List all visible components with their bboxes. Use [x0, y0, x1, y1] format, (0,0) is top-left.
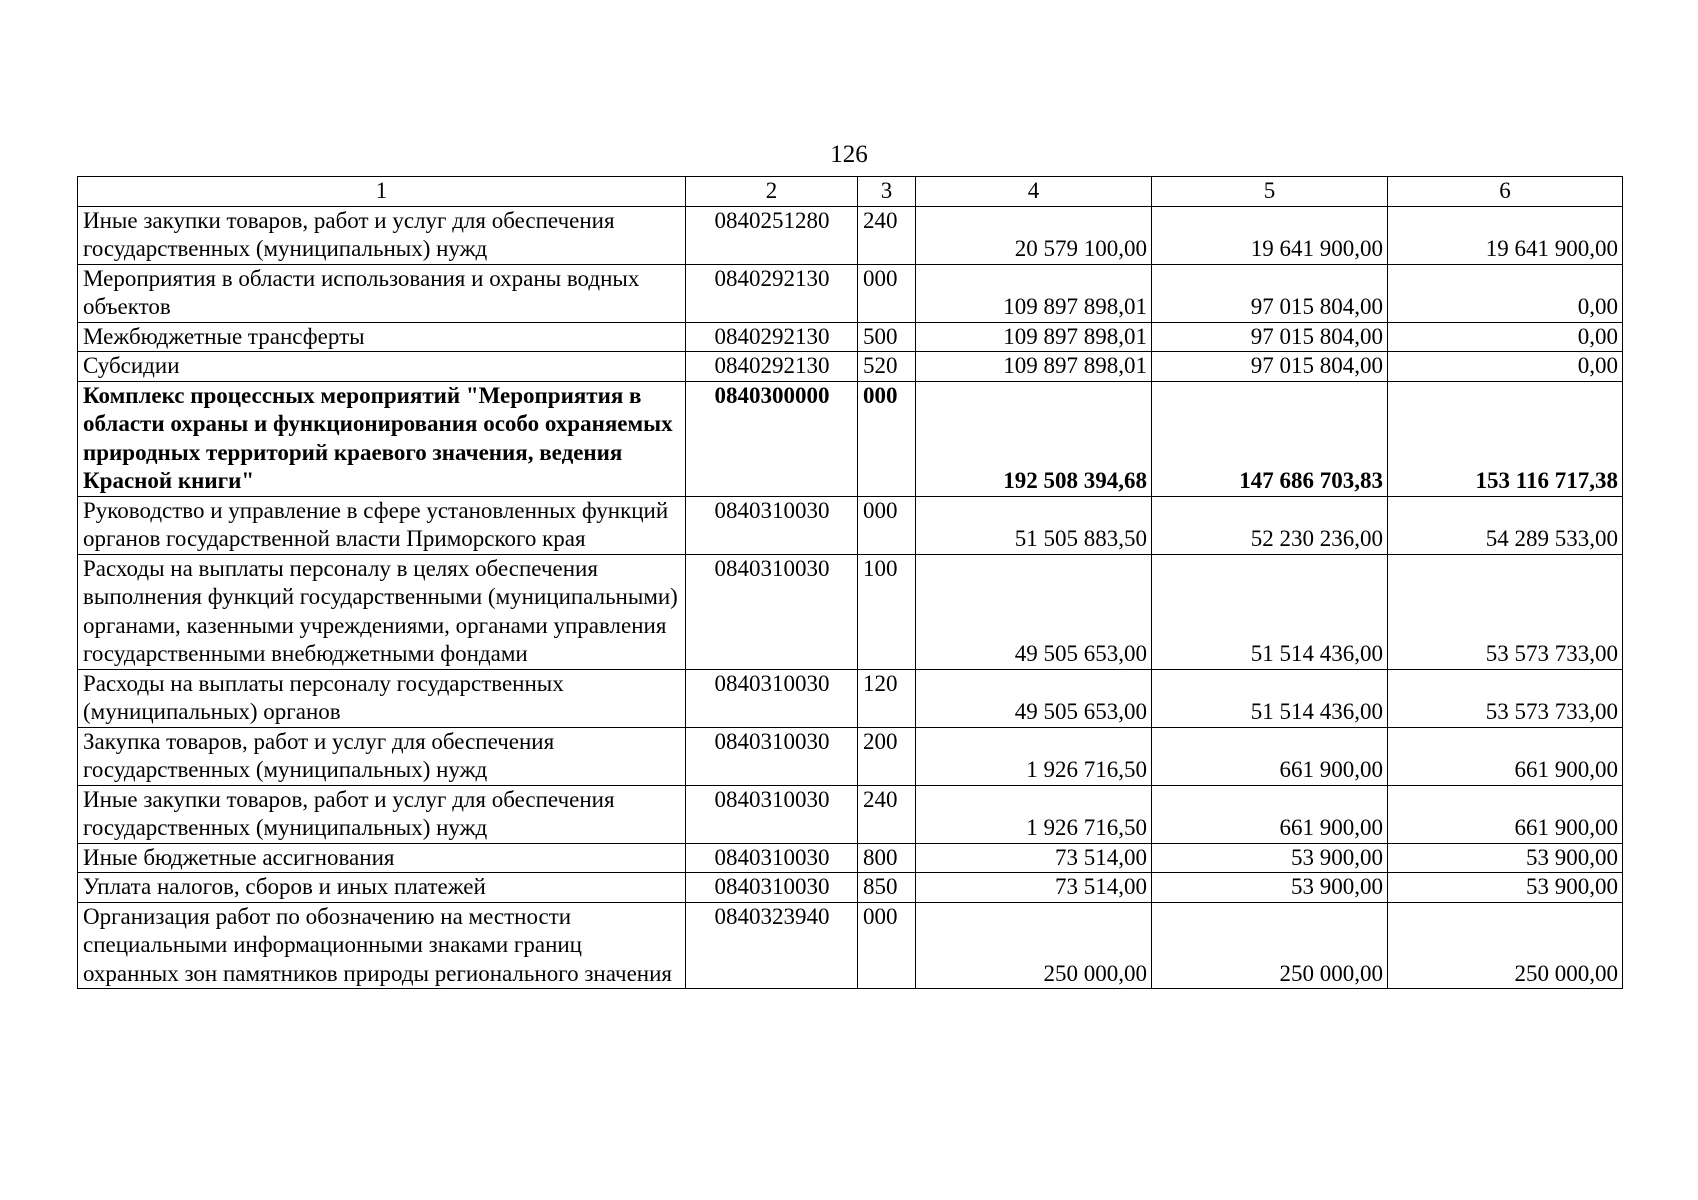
row-name-cell: Субсидии — [78, 352, 686, 382]
row-name-cell: Уплата налогов, сборов и иных платежей — [78, 873, 686, 903]
table-body — [78, 177, 1623, 989]
row-kvr-cell: 240 — [858, 206, 916, 264]
row-amount-2023-cell: 1 926 716,50 — [916, 727, 1152, 785]
row-name-cell: Руководство и управление в сфере установленных функций органов государственной власти Приморского края — [78, 496, 686, 554]
row-amount-2025-cell: 661 900,00 — [1388, 785, 1623, 843]
row-kvr-cell: 100 — [858, 554, 916, 669]
row-kvr-cell: 520 — [858, 352, 916, 382]
page-number: 126 — [830, 141, 868, 168]
table-header-row — [78, 177, 1623, 207]
table-row — [78, 554, 1623, 669]
row-amount-2023-cell: 73 514,00 — [916, 843, 1152, 873]
row-kvr-cell: 000 — [858, 381, 916, 496]
row-name-cell: Иные закупки товаров, работ и услуг для обеспечения государственных (муниципальных) нужд — [78, 206, 686, 264]
row-code-cell: 0840292130 — [686, 322, 858, 352]
budget-table — [77, 176, 1623, 989]
table-row — [78, 496, 1623, 554]
row-amount-2025-cell: 19 641 900,00 — [1388, 206, 1623, 264]
row-code-cell: 0840310030 — [686, 785, 858, 843]
row-kvr-cell: 000 — [858, 264, 916, 322]
row-kvr-cell: 850 — [858, 873, 916, 903]
table-row — [78, 785, 1623, 843]
column-header: 3 — [858, 177, 916, 207]
row-amount-2025-cell: 53 900,00 — [1388, 873, 1623, 903]
row-amount-2025-cell: 54 289 533,00 — [1388, 496, 1623, 554]
row-amount-2024-cell: 97 015 804,00 — [1152, 264, 1388, 322]
row-name-cell: Закупка товаров, работ и услуг для обеспечения государственных (муниципальных) нужд — [78, 727, 686, 785]
row-amount-2024-cell: 250 000,00 — [1152, 902, 1388, 989]
table-row — [78, 843, 1623, 873]
row-kvr-cell: 000 — [858, 496, 916, 554]
row-code-cell: 0840310030 — [686, 496, 858, 554]
table-row — [78, 206, 1623, 264]
row-code-cell: 0840300000 — [686, 381, 858, 496]
row-kvr-cell: 500 — [858, 322, 916, 352]
row-amount-2024-cell: 53 900,00 — [1152, 873, 1388, 903]
row-code-cell: 0840310030 — [686, 727, 858, 785]
row-amount-2025-cell: 0,00 — [1388, 264, 1623, 322]
table-row — [78, 322, 1623, 352]
row-amount-2025-cell: 0,00 — [1388, 352, 1623, 382]
column-header: 4 — [916, 177, 1152, 207]
row-amount-2024-cell: 19 641 900,00 — [1152, 206, 1388, 264]
row-amount-2023-cell: 73 514,00 — [916, 873, 1152, 903]
row-amount-2025-cell: 661 900,00 — [1388, 727, 1623, 785]
row-code-cell: 0840292130 — [686, 264, 858, 322]
row-amount-2024-cell: 53 900,00 — [1152, 843, 1388, 873]
row-kvr-cell: 240 — [858, 785, 916, 843]
table-row — [78, 381, 1623, 496]
row-kvr-cell: 000 — [858, 902, 916, 989]
row-amount-2023-cell: 51 505 883,50 — [916, 496, 1152, 554]
row-code-cell: 0840310030 — [686, 669, 858, 727]
table-row — [78, 669, 1623, 727]
table-row — [78, 873, 1623, 903]
row-code-cell: 0840323940 — [686, 902, 858, 989]
row-amount-2024-cell: 661 900,00 — [1152, 727, 1388, 785]
column-header: 6 — [1388, 177, 1623, 207]
row-amount-2023-cell: 109 897 898,01 — [916, 322, 1152, 352]
row-name-cell: Мероприятия в области использования и охраны водных объектов — [78, 264, 686, 322]
row-amount-2024-cell: 97 015 804,00 — [1152, 322, 1388, 352]
row-amount-2023-cell: 109 897 898,01 — [916, 352, 1152, 382]
row-amount-2024-cell: 147 686 703,83 — [1152, 381, 1388, 496]
row-amount-2024-cell: 661 900,00 — [1152, 785, 1388, 843]
row-amount-2025-cell: 53 900,00 — [1388, 843, 1623, 873]
column-header: 1 — [78, 177, 686, 207]
row-code-cell: 0840310030 — [686, 873, 858, 903]
row-kvr-cell: 120 — [858, 669, 916, 727]
row-amount-2024-cell: 51 514 436,00 — [1152, 669, 1388, 727]
row-amount-2023-cell: 109 897 898,01 — [916, 264, 1152, 322]
row-amount-2024-cell: 97 015 804,00 — [1152, 352, 1388, 382]
table-row — [78, 727, 1623, 785]
table-row — [78, 902, 1623, 989]
row-name-cell: Иные бюджетные ассигнования — [78, 843, 686, 873]
row-code-cell: 0840251280 — [686, 206, 858, 264]
row-name-cell: Комплекс процессных мероприятий "Мероприятия в области охраны и функционирования особо охраняемых природных территорий краевого значения, ведения Красной книги" — [78, 381, 686, 496]
row-amount-2024-cell: 51 514 436,00 — [1152, 554, 1388, 669]
row-name-cell: Расходы на выплаты персоналу государственных (муниципальных) органов — [78, 669, 686, 727]
column-header: 5 — [1152, 177, 1388, 207]
table-row — [78, 264, 1623, 322]
row-kvr-cell: 800 — [858, 843, 916, 873]
row-amount-2024-cell: 52 230 236,00 — [1152, 496, 1388, 554]
row-amount-2025-cell: 53 573 733,00 — [1388, 554, 1623, 669]
row-amount-2023-cell: 49 505 653,00 — [916, 669, 1152, 727]
row-name-cell: Расходы на выплаты персоналу в целях обеспечения выполнения функций государственными (муниципальными) органами, казенными учреждениями, органами управления государственными внебюджетными фондами — [78, 554, 686, 669]
column-header: 2 — [686, 177, 858, 207]
row-code-cell: 0840310030 — [686, 554, 858, 669]
row-code-cell: 0840310030 — [686, 843, 858, 873]
row-kvr-cell: 200 — [858, 727, 916, 785]
row-code-cell: 0840292130 — [686, 352, 858, 382]
row-amount-2025-cell: 250 000,00 — [1388, 902, 1623, 989]
row-amount-2023-cell: 192 508 394,68 — [916, 381, 1152, 496]
row-amount-2025-cell: 53 573 733,00 — [1388, 669, 1623, 727]
row-amount-2023-cell: 1 926 716,50 — [916, 785, 1152, 843]
row-amount-2025-cell: 153 116 717,38 — [1388, 381, 1623, 496]
table-row — [78, 352, 1623, 382]
row-name-cell: Организация работ по обозначению на местности специальными информационными знаками границ охранных зон памятников природы регионального значения — [78, 902, 686, 989]
row-amount-2025-cell: 0,00 — [1388, 322, 1623, 352]
row-name-cell: Иные закупки товаров, работ и услуг для обеспечения государственных (муниципальных) нужд — [78, 785, 686, 843]
row-name-cell: Межбюджетные трансферты — [78, 322, 686, 352]
row-amount-2023-cell: 20 579 100,00 — [916, 206, 1152, 264]
row-amount-2023-cell: 250 000,00 — [916, 902, 1152, 989]
row-amount-2023-cell: 49 505 653,00 — [916, 554, 1152, 669]
